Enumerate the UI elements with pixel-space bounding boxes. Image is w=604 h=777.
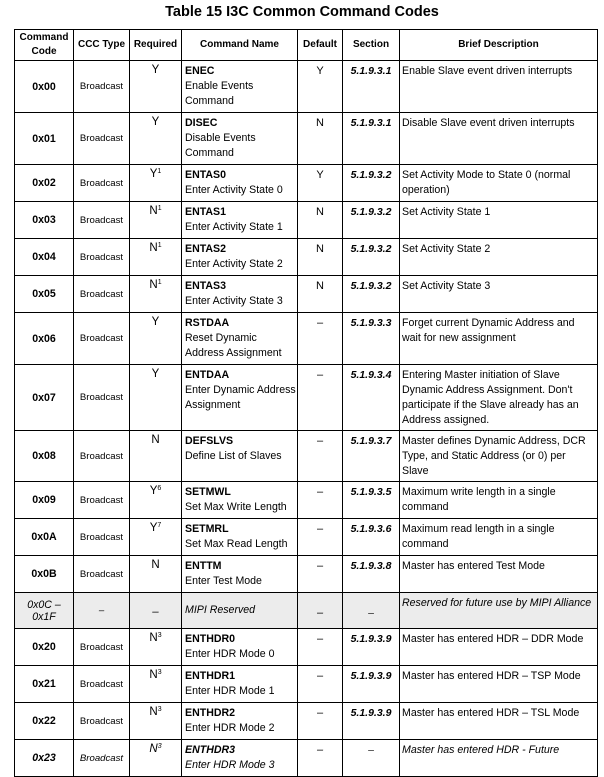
required-cell <box>130 165 182 202</box>
command-code-cell: 0x05 <box>15 276 74 313</box>
required-cell <box>130 593 182 629</box>
ccc-type-cell: Broadcast <box>74 431 130 482</box>
table-row <box>15 113 598 165</box>
command-name-cell <box>182 666 298 703</box>
command-mnemonic: ENTHDR0 <box>185 633 236 645</box>
command-code-cell: 0x02 <box>15 165 74 202</box>
section-cell: – <box>343 740 400 777</box>
required-cell <box>130 431 182 482</box>
section-cell: 5.1.9.3.5 <box>343 482 400 519</box>
command-name-cell <box>182 202 298 239</box>
command-name-cell <box>182 593 298 629</box>
ccc-type-cell: Broadcast <box>74 482 130 519</box>
command-mnemonic: ENTHDR1 <box>185 670 236 682</box>
required-value: N <box>151 559 160 571</box>
footnote-marker: 7 <box>157 522 162 529</box>
command-name-cell <box>182 239 298 276</box>
default-cell: Y <box>298 61 343 113</box>
command-name-cell <box>182 519 298 556</box>
ccc-type-cell: Broadcast <box>74 165 130 202</box>
default-cell: – <box>298 519 343 556</box>
command-code-cell: 0x20 <box>15 629 74 666</box>
command-full-name: Disable Events Command <box>185 132 256 159</box>
command-mnemonic: RSTDAA <box>185 317 230 329</box>
table-row <box>15 629 598 666</box>
footnote-marker: 1 <box>157 205 162 212</box>
brief-description-cell: Master has entered HDR – DDR Mode <box>400 629 598 666</box>
command-name-cell <box>182 365 298 431</box>
ccc-type-cell: Broadcast <box>74 629 130 666</box>
command-name-cell <box>182 61 298 113</box>
table-row <box>15 431 598 482</box>
brief-description-cell: Set Activity State 2 <box>400 239 598 276</box>
table-title: Table 15 I3C Common Command Codes <box>165 4 439 20</box>
required-value: Y <box>151 368 160 380</box>
command-mnemonic: ENTAS1 <box>185 206 227 218</box>
command-mnemonic: ENTHDR2 <box>185 707 236 719</box>
command-mnemonic: SETMRL <box>185 523 229 535</box>
section-cell: – <box>343 593 400 629</box>
section-cell: 5.1.9.3.9 <box>343 666 400 703</box>
table-row <box>15 703 598 740</box>
brief-description-cell: Master defines Dynamic Address, DCR Type, and Static Address (or 0) per Slave <box>400 431 598 482</box>
brief-description-cell: Enable Slave event driven interrupts <box>400 61 598 113</box>
required-value: Y <box>149 485 158 497</box>
command-full-name: Enter HDR Mode 3 <box>185 759 275 771</box>
table-row <box>15 202 598 239</box>
command-name-cell <box>182 113 298 165</box>
command-name-cell <box>182 629 298 666</box>
brief-description-cell: Master has entered Test Mode <box>400 556 598 593</box>
required-value: Y <box>151 116 160 128</box>
default-cell: – <box>298 593 343 629</box>
footnote-marker: 3 <box>157 743 162 750</box>
default-cell: – <box>298 365 343 431</box>
footnote-marker: 1 <box>157 168 162 175</box>
header-command-code: Command Code <box>15 30 74 61</box>
command-full-name: Set Max Read Length <box>185 538 288 550</box>
command-name-cell <box>182 313 298 365</box>
section-cell: 5.1.9.3.2 <box>343 276 400 313</box>
table-row <box>15 519 598 556</box>
ccc-type-cell: Broadcast <box>74 202 130 239</box>
default-cell: – <box>298 482 343 519</box>
command-name-cell <box>182 703 298 740</box>
brief-description-cell: Master has entered HDR – TSL Mode <box>400 703 598 740</box>
ccc-table <box>14 29 598 777</box>
footnote-marker: 3 <box>157 706 162 713</box>
default-cell: – <box>298 431 343 482</box>
required-cell <box>130 239 182 276</box>
command-code-cell: 0x0C – 0x1F <box>15 593 74 629</box>
required-value: Y <box>151 316 160 328</box>
required-cell <box>130 276 182 313</box>
required-cell <box>130 482 182 519</box>
section-cell: 5.1.9.3.9 <box>343 703 400 740</box>
brief-description-cell: Maximum read length in a single command <box>400 519 598 556</box>
default-cell: – <box>298 629 343 666</box>
table-row <box>15 593 598 629</box>
command-full-name: Enter Activity State 1 <box>185 221 283 233</box>
command-code-cell: 0x07 <box>15 365 74 431</box>
ccc-type-cell: Broadcast <box>74 666 130 703</box>
footnote-marker: 6 <box>157 485 162 492</box>
table-row <box>15 165 598 202</box>
required-cell <box>130 365 182 431</box>
command-code-cell: 0x03 <box>15 202 74 239</box>
table-row <box>15 666 598 703</box>
command-code-cell: 0x01 <box>15 113 74 165</box>
command-mnemonic: ENEC <box>185 65 215 77</box>
required-value: N <box>149 632 158 644</box>
table-row <box>15 239 598 276</box>
command-mnemonic: DEFSLVS <box>185 435 234 447</box>
section-cell: 5.1.9.3.9 <box>343 629 400 666</box>
required-cell <box>130 666 182 703</box>
ccc-type-cell: Broadcast <box>74 113 130 165</box>
table-row <box>15 61 598 113</box>
command-name-cell <box>182 740 298 777</box>
required-cell <box>130 519 182 556</box>
command-full-name: Define List of Slaves <box>185 450 282 462</box>
required-cell <box>130 113 182 165</box>
header-command-name: Command Name <box>182 30 298 61</box>
command-full-name: Enter Activity State 3 <box>185 295 283 307</box>
command-name-cell <box>182 482 298 519</box>
brief-description-cell: Set Activity Mode to State 0 (normal operation) <box>400 165 598 202</box>
default-cell: N <box>298 276 343 313</box>
default-cell: – <box>298 703 343 740</box>
ccc-type-cell: – <box>74 593 130 629</box>
command-code-cell: 0x21 <box>15 666 74 703</box>
table-row <box>15 482 598 519</box>
required-value: N <box>151 434 160 446</box>
brief-description-cell: Master has entered HDR - Future <box>400 740 598 777</box>
command-full-name: Enter Activity State 0 <box>185 184 283 196</box>
default-cell: N <box>298 113 343 165</box>
section-cell: 5.1.9.3.2 <box>343 202 400 239</box>
command-name-cell <box>182 165 298 202</box>
command-full-name: Enter Dynamic Address Assignment <box>185 384 296 411</box>
table-row <box>15 276 598 313</box>
brief-description-cell: Reserved for future use by MIPI Alliance <box>400 593 598 629</box>
command-full-name: Enter Activity State 2 <box>185 258 283 270</box>
header-row <box>15 30 598 61</box>
section-cell: 5.1.9.3.1 <box>343 61 400 113</box>
brief-description-cell: Disable Slave event driven interrupts <box>400 113 598 165</box>
header-default: Default <box>298 30 343 61</box>
footnote-marker: 1 <box>157 279 162 286</box>
command-mnemonic: SETMWL <box>185 486 231 498</box>
command-mnemonic: ENTAS3 <box>185 280 227 292</box>
ccc-type-cell: Broadcast <box>74 703 130 740</box>
section-cell: 5.1.9.3.2 <box>343 239 400 276</box>
section-cell: 5.1.9.3.2 <box>343 165 400 202</box>
required-value: – <box>152 606 159 618</box>
section-cell: 5.1.9.3.1 <box>343 113 400 165</box>
default-cell: – <box>298 313 343 365</box>
section-cell: 5.1.9.3.4 <box>343 365 400 431</box>
required-value: N <box>149 669 158 681</box>
command-full-name: Enter HDR Mode 2 <box>185 722 275 734</box>
command-full-name: Enter HDR Mode 0 <box>185 648 275 660</box>
table-row <box>15 313 598 365</box>
command-mnemonic: ENTHDR3 <box>185 744 236 756</box>
required-value: Y <box>151 64 160 76</box>
ccc-type-cell: Broadcast <box>74 313 130 365</box>
default-cell: N <box>298 239 343 276</box>
required-cell <box>130 629 182 666</box>
command-code-cell: 0x08 <box>15 431 74 482</box>
command-code-cell: 0x06 <box>15 313 74 365</box>
command-full-name: MIPI Reserved <box>185 604 256 616</box>
command-full-name: Enter Test Mode <box>185 575 262 587</box>
command-full-name: Enter HDR Mode 1 <box>185 685 275 697</box>
brief-description-cell: Entering Master initiation of Slave Dynamic Address Assignment. Don't participate if the Slave already has an Address assigned. <box>400 365 598 431</box>
command-name-cell <box>182 431 298 482</box>
command-mnemonic: ENTAS0 <box>185 169 227 181</box>
required-value: Y <box>149 522 158 534</box>
required-value: N <box>149 743 158 755</box>
required-value: N <box>149 279 158 291</box>
command-mnemonic: ENTAS2 <box>185 243 227 255</box>
command-mnemonic: ENTDAA <box>185 369 230 381</box>
footnote-marker: 1 <box>157 242 162 249</box>
section-cell: 5.1.9.3.7 <box>343 431 400 482</box>
command-code-cell: 0x04 <box>15 239 74 276</box>
command-mnemonic: DISEC <box>185 117 218 129</box>
command-code-cell: 0x00 <box>15 61 74 113</box>
required-value: N <box>149 205 158 217</box>
section-cell: 5.1.9.3.8 <box>343 556 400 593</box>
command-mnemonic: ENTTM <box>185 560 222 572</box>
required-cell <box>130 313 182 365</box>
ccc-type-cell: Broadcast <box>74 556 130 593</box>
required-value: N <box>149 706 158 718</box>
header-required: Required <box>130 30 182 61</box>
ccc-type-cell: Broadcast <box>74 519 130 556</box>
required-cell <box>130 703 182 740</box>
header-brief-description: Brief Description <box>400 30 598 61</box>
table-row <box>15 365 598 431</box>
required-cell <box>130 61 182 113</box>
command-full-name: Reset Dynamic Address Assignment <box>185 332 282 359</box>
header-section: Section <box>343 30 400 61</box>
command-code-cell: 0x0B <box>15 556 74 593</box>
required-cell <box>130 740 182 777</box>
ccc-type-cell: Broadcast <box>74 239 130 276</box>
section-cell: 5.1.9.3.3 <box>343 313 400 365</box>
footnote-marker: 3 <box>157 669 162 676</box>
command-code-cell: 0x23 <box>15 740 74 777</box>
default-cell: N <box>298 202 343 239</box>
brief-description-cell: Master has entered HDR – TSP Mode <box>400 666 598 703</box>
command-code-cell: 0x22 <box>15 703 74 740</box>
header-ccc-type: CCC Type <box>74 30 130 61</box>
ccc-type-cell: Broadcast <box>74 276 130 313</box>
command-full-name: Set Max Write Length <box>185 501 287 513</box>
footnote-marker: 3 <box>157 632 162 639</box>
brief-description-cell: Forget current Dynamic Address and wait for new assignment <box>400 313 598 365</box>
command-full-name: Enable Events Command <box>185 80 254 107</box>
section-cell: 5.1.9.3.6 <box>343 519 400 556</box>
ccc-type-cell: Broadcast <box>74 365 130 431</box>
brief-description-cell: Set Activity State 3 <box>400 276 598 313</box>
table-row <box>15 740 598 777</box>
ccc-type-cell: Broadcast <box>74 740 130 777</box>
command-code-cell: 0x09 <box>15 482 74 519</box>
ccc-type-cell: Broadcast <box>74 61 130 113</box>
default-cell: Y <box>298 165 343 202</box>
brief-description-cell: Set Activity State 1 <box>400 202 598 239</box>
default-cell: – <box>298 556 343 593</box>
required-value: N <box>149 242 158 254</box>
default-cell: – <box>298 666 343 703</box>
command-code-cell: 0x0A <box>15 519 74 556</box>
brief-description-cell: Maximum write length in a single command <box>400 482 598 519</box>
table-row <box>15 556 598 593</box>
required-cell <box>130 556 182 593</box>
required-cell <box>130 202 182 239</box>
command-name-cell <box>182 276 298 313</box>
required-value: Y <box>149 168 158 180</box>
default-cell: – <box>298 740 343 777</box>
command-name-cell <box>182 556 298 593</box>
